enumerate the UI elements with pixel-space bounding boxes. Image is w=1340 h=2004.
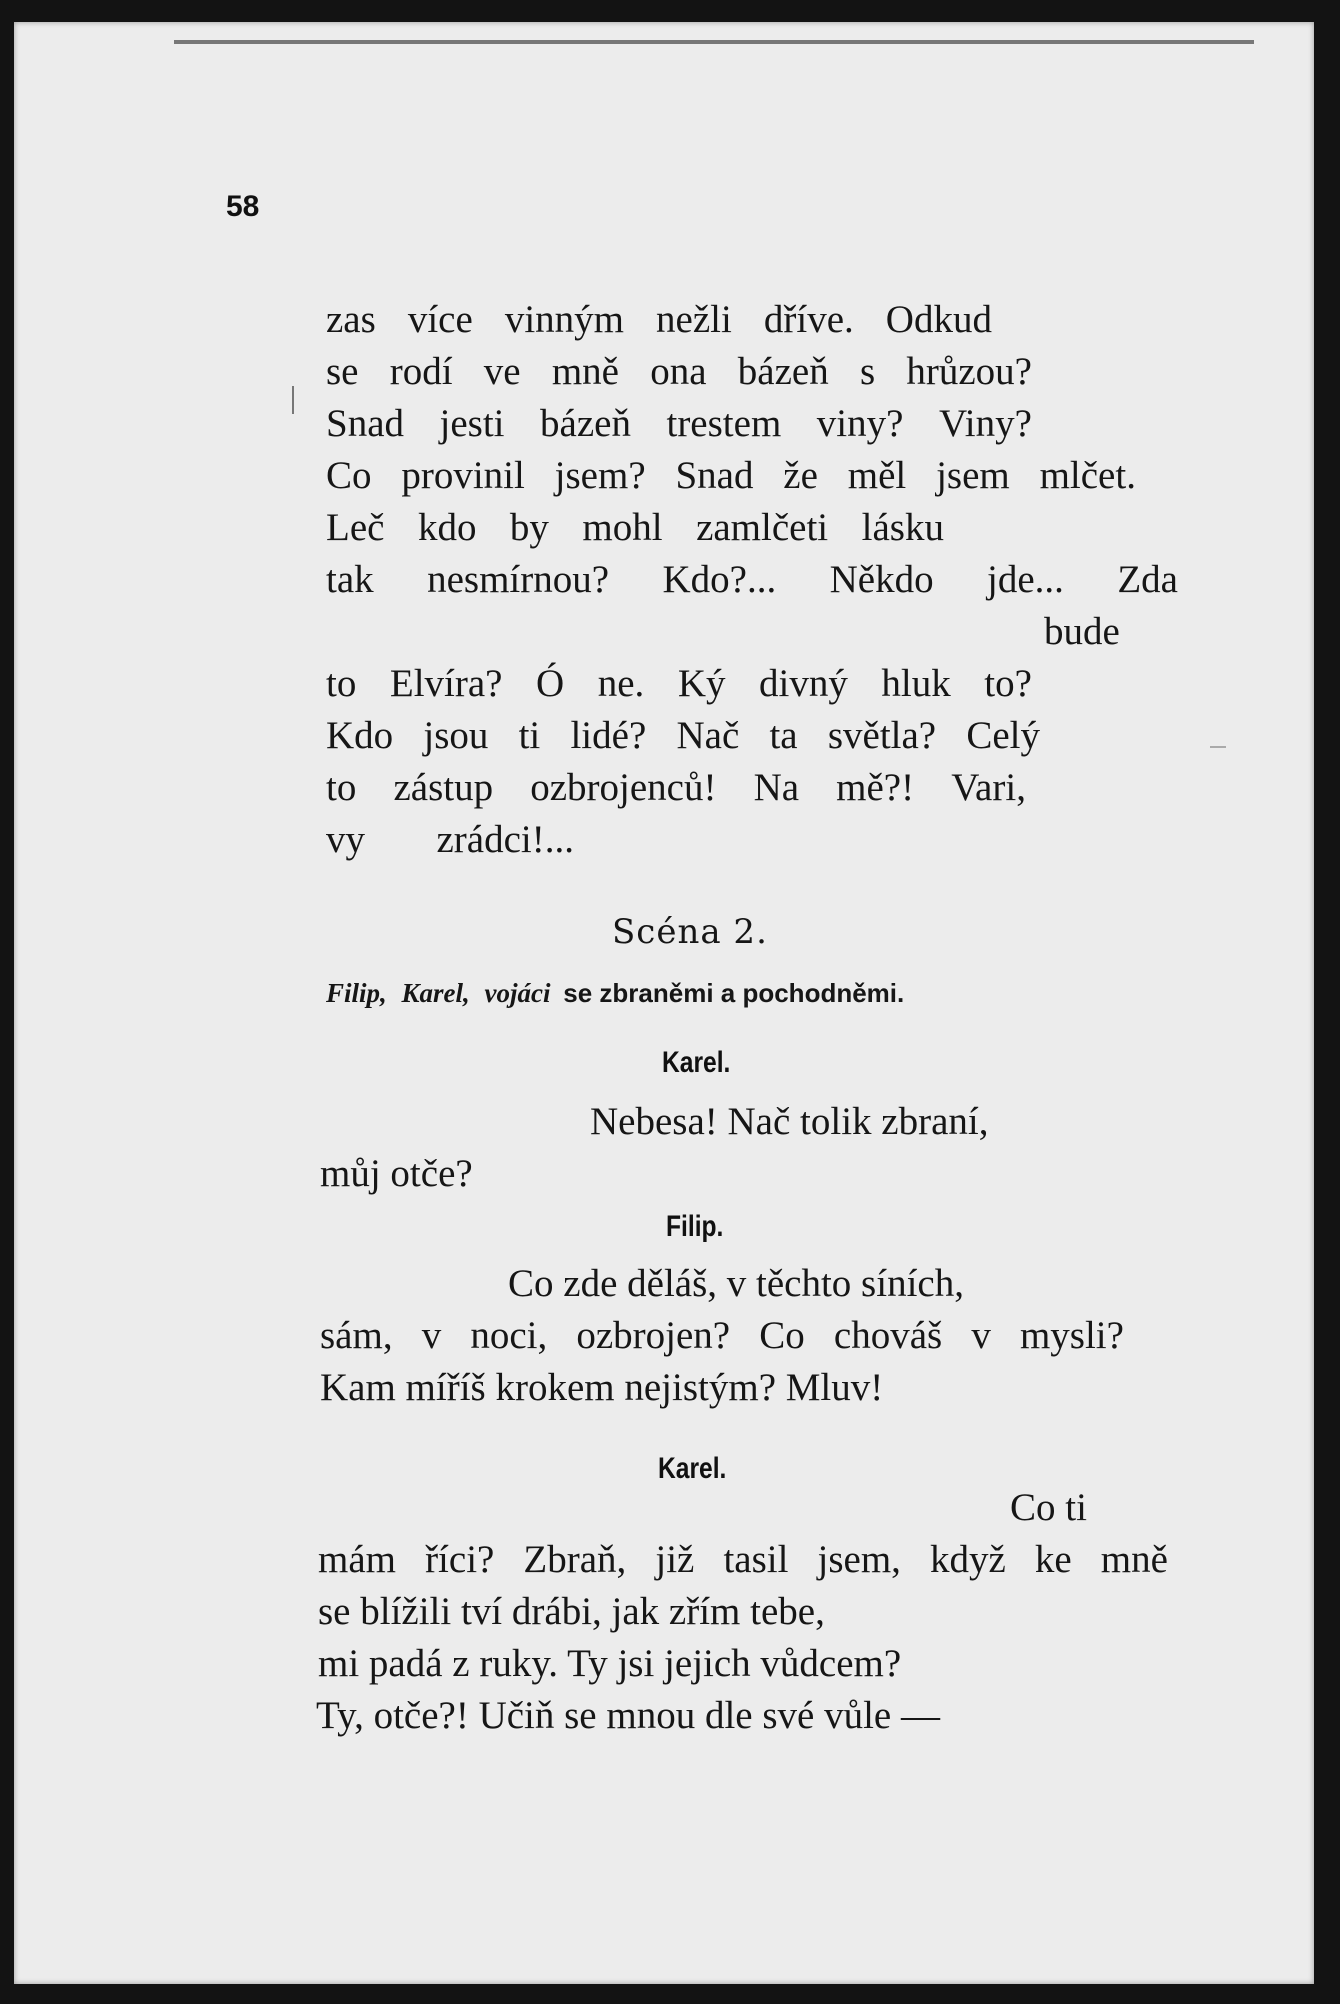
word: ozbrojenců! <box>530 766 717 809</box>
word: lásku <box>861 506 944 549</box>
word: sám, <box>320 1314 393 1357</box>
dialogue-line: mi padá z ruky. Ty jsi jejich vůdcem? <box>318 1642 902 1685</box>
page-number: 58 <box>226 190 260 223</box>
word: ne. <box>597 662 645 705</box>
word: to <box>326 766 357 809</box>
word: provinil <box>401 454 525 497</box>
stage-direction-rest: se zbraněmi a pochodněmi. <box>563 978 905 1008</box>
verse-line <box>326 508 944 547</box>
dialogue-line <box>318 1540 1168 1579</box>
word: Ó <box>536 662 565 705</box>
word: Elvíra? <box>389 662 503 705</box>
word: Leč <box>326 506 385 549</box>
word: bázeň <box>540 402 631 445</box>
word: mohl <box>582 506 663 549</box>
word: více <box>407 298 473 341</box>
word: Zda <box>1117 558 1178 601</box>
word: rodí <box>389 350 453 393</box>
word: ona <box>650 350 707 393</box>
character-karel: Karel, <box>401 978 470 1008</box>
word: ozbrojen? <box>576 1314 731 1357</box>
word: ta <box>769 714 798 757</box>
scene-heading: Scéna 2. <box>612 912 768 952</box>
word: tak <box>326 558 374 601</box>
word: kdo <box>417 506 477 549</box>
verse-line <box>326 300 992 339</box>
character-vojaci: vojáci <box>484 978 551 1008</box>
word: Kdo <box>326 714 394 757</box>
word: Kdo?... <box>662 558 777 601</box>
word: Na <box>753 766 800 809</box>
word: Ký <box>677 662 726 705</box>
word: mně <box>1100 1538 1168 1581</box>
word: tasil <box>723 1538 789 1581</box>
word: zástup <box>393 766 494 809</box>
word: mysli? <box>1019 1314 1124 1357</box>
word: jsem? <box>554 454 646 497</box>
word: s <box>859 350 876 393</box>
word: jsou <box>423 714 489 757</box>
speaker-name: Filip. <box>666 1210 724 1243</box>
word: Celý <box>966 714 1040 757</box>
word: hluk <box>881 662 951 705</box>
word: Vari, <box>951 766 1026 809</box>
word: by <box>509 506 549 549</box>
word: že <box>783 454 818 497</box>
word: ve <box>483 350 521 393</box>
word: vy <box>326 818 365 861</box>
dialogue-line: Co zde děláš, v těchto síních, <box>508 1262 964 1305</box>
word: světla? <box>827 714 937 757</box>
word: jde... <box>987 558 1064 601</box>
word: hrůzou? <box>906 350 1032 393</box>
word: ke <box>1034 1538 1072 1581</box>
verse-line <box>326 768 1026 807</box>
word: viny? <box>816 402 904 445</box>
verse-line <box>326 716 1040 755</box>
top-edge-rule <box>174 40 1254 44</box>
word: mně <box>551 350 619 393</box>
speaker-name: Karel. <box>658 1452 727 1485</box>
speaker-name: Karel. <box>662 1046 731 1079</box>
word: Co <box>759 1314 805 1357</box>
word: mám <box>318 1538 396 1581</box>
word: v <box>971 1314 991 1357</box>
word: divný <box>759 662 848 705</box>
word: mlčet. <box>1039 454 1136 497</box>
word: Snad <box>326 402 404 445</box>
word: měl <box>847 454 907 497</box>
word: zas <box>326 298 376 341</box>
verse-line <box>326 352 1032 391</box>
word: jsem, <box>817 1538 901 1581</box>
word: trestem <box>666 402 782 445</box>
word: dříve. <box>763 298 854 341</box>
word: Snad <box>675 454 754 497</box>
word: se <box>326 350 359 393</box>
word: Odkud <box>885 298 992 341</box>
word: Někdo <box>829 558 934 601</box>
word: Co <box>326 454 372 497</box>
word: bázeň <box>737 350 829 393</box>
word: nežli <box>656 298 732 341</box>
word: Zbraň, <box>523 1538 627 1581</box>
dialogue-line: Co ti <box>1010 1486 1087 1529</box>
verse-line <box>326 664 1032 703</box>
word: vinným <box>504 298 625 341</box>
word: zrádci!... <box>436 818 574 861</box>
verse-line <box>326 456 1136 495</box>
word: zamlčeti <box>696 506 829 549</box>
word: lidé? <box>570 714 647 757</box>
verse-line-continuation: bude <box>1044 610 1120 653</box>
word: ti <box>518 714 541 757</box>
word: již <box>655 1538 695 1581</box>
word: Viny? <box>938 402 1032 445</box>
word: v <box>421 1314 442 1357</box>
word: říci? <box>425 1538 495 1581</box>
word: to? <box>984 662 1032 705</box>
verse-line <box>326 560 1178 599</box>
word: to <box>326 662 357 705</box>
word: noci, <box>470 1314 548 1357</box>
word: nesmírnou? <box>427 558 610 601</box>
stage-direction <box>326 978 904 1009</box>
dialogue-line: můj otče? <box>320 1152 473 1195</box>
word: jesti <box>439 402 505 445</box>
verse-line <box>326 404 1032 443</box>
dialogue-line: Nebesa! Nač tolik zbraní, <box>590 1100 989 1143</box>
word: jsem <box>936 454 1010 497</box>
dialogue-line: Kam míříš krokem nejistým? Mluv! <box>320 1366 884 1409</box>
margin-mark <box>1210 746 1226 748</box>
character-filip: Filip, <box>326 978 387 1008</box>
word: mě?! <box>836 766 915 809</box>
dialogue-line <box>320 1316 1124 1355</box>
word: chováš <box>833 1314 943 1357</box>
margin-mark <box>292 386 294 414</box>
dialogue-line: se blížili tví drábi, jak zřím tebe, <box>318 1590 825 1633</box>
dialogue-line: Ty, otče?! Učiň se mnou dle své vůle — <box>316 1694 940 1737</box>
verse-line <box>326 820 574 859</box>
word: Nač <box>676 714 740 757</box>
word: když <box>930 1538 1006 1581</box>
